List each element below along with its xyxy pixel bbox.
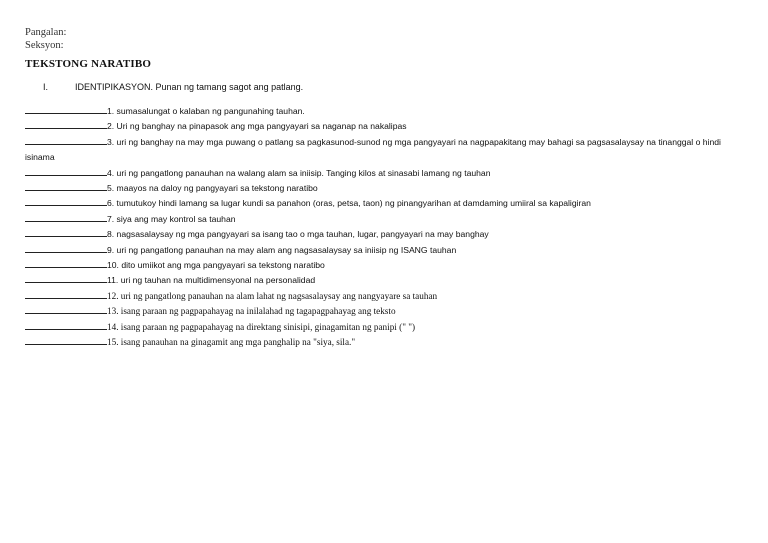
- instruction-numeral: I.: [43, 82, 49, 92]
- question-text: 1. sumasalungat o kalaban ng pangunahing tauhan.: [107, 106, 305, 116]
- answer-blank[interactable]: [25, 258, 107, 268]
- answer-blank[interactable]: [25, 135, 107, 145]
- worksheet-title: TEKSTONG NARATIBO: [25, 58, 152, 70]
- question-item-1: [25, 104, 750, 119]
- question-item-2: [25, 119, 750, 134]
- name-label: Pangalan:: [25, 27, 67, 38]
- question-text: 13. isang paraan ng pagpapahayag na inilalahad ng tagapagpahayag ang teksto: [107, 306, 396, 317]
- answer-blank[interactable]: [25, 212, 107, 222]
- question-text: 12. uri ng pangatlong panauhan na alam lahat ng nagsasalaysay ang nangyayare sa tauhan: [107, 290, 438, 301]
- question-item-3: [25, 135, 750, 166]
- question-item-13: [25, 304, 750, 319]
- question-item-12: [25, 289, 750, 304]
- answer-blank[interactable]: [25, 227, 107, 237]
- question-text: 15. isang panauhan na ginagamit ang mga panghalip na "siya, sila.": [107, 337, 356, 348]
- answer-blank[interactable]: [25, 304, 107, 314]
- question-item-8: [25, 227, 750, 242]
- question-text: 11. uri ng tauhan na multidimensyonal na personalidad: [107, 275, 316, 286]
- question-text: 8. nagsasalaysay ng mga pangyayari sa isang tao o mga tauhan, lugar, pangyayari na may banghay: [107, 229, 489, 240]
- question-text: 7. siya ang may kontrol sa tauhan: [107, 213, 236, 224]
- question-item-7: [25, 212, 750, 227]
- question-item-11: [25, 273, 750, 288]
- question-item-6: [25, 196, 750, 211]
- answer-blank[interactable]: [25, 196, 107, 206]
- question-text: 6. tumutukoy hindi lamang sa lugar kundi sa panahon (oras, petsa, taon) ng pinangyarihan at damdaming umiiral sa kapaligiran: [107, 198, 591, 209]
- question-text: 3. uri ng banghay na may mga puwang o patlang sa pagkasunod-sunod ng mga pangyayari na nagpapakitang may bahagi sa pagsasalaysay na tinanggal o hindi isinama: [25, 136, 721, 163]
- question-text: 2. Uri ng banghay na pinapasok ang mga pangyayari sa naganap na nakalipas: [107, 121, 407, 132]
- question-item-14: [25, 320, 750, 335]
- question-item-5: [25, 181, 750, 196]
- answer-blank[interactable]: [25, 335, 107, 345]
- section-label: Seksyon:: [25, 40, 64, 51]
- question-item-4: [25, 166, 750, 181]
- question-item-9: [25, 243, 750, 258]
- answer-blank[interactable]: [25, 104, 107, 114]
- answer-blank[interactable]: [25, 289, 107, 299]
- answer-blank[interactable]: [25, 243, 107, 253]
- answer-blank[interactable]: [25, 181, 107, 191]
- question-text: 14. isang paraan ng pagpapahayag na direktang sinisipi, ginagamitan ng panipi (" "): [107, 321, 416, 332]
- answer-blank[interactable]: [25, 119, 107, 129]
- instruction-text: IDENTIPIKASYON. Punan ng tamang sagot ang patlang.: [75, 82, 304, 92]
- question-list: [25, 104, 750, 351]
- question-text: 5. maayos na daloy ng pangyayari sa tekstong naratibo: [107, 183, 318, 194]
- answer-blank[interactable]: [25, 273, 107, 283]
- question-text: 4. uri ng pangatlong panauhan na walang alam sa iniisip. Tanging kilos at sinasabi lamang ng tauhan: [107, 167, 491, 178]
- instruction-line: [43, 82, 303, 92]
- answer-blank[interactable]: [25, 166, 107, 176]
- question-text: 9. uri ng pangatlong panauhan na may alam ang nagsasalaysay sa iniisip ng ISANG tauhan: [107, 244, 457, 255]
- question-text: 10. dito umiikot ang mga pangyayari sa tekstong naratibo: [107, 260, 325, 271]
- answer-blank[interactable]: [25, 320, 107, 330]
- question-item-10: [25, 258, 750, 273]
- question-item-15: [25, 335, 750, 350]
